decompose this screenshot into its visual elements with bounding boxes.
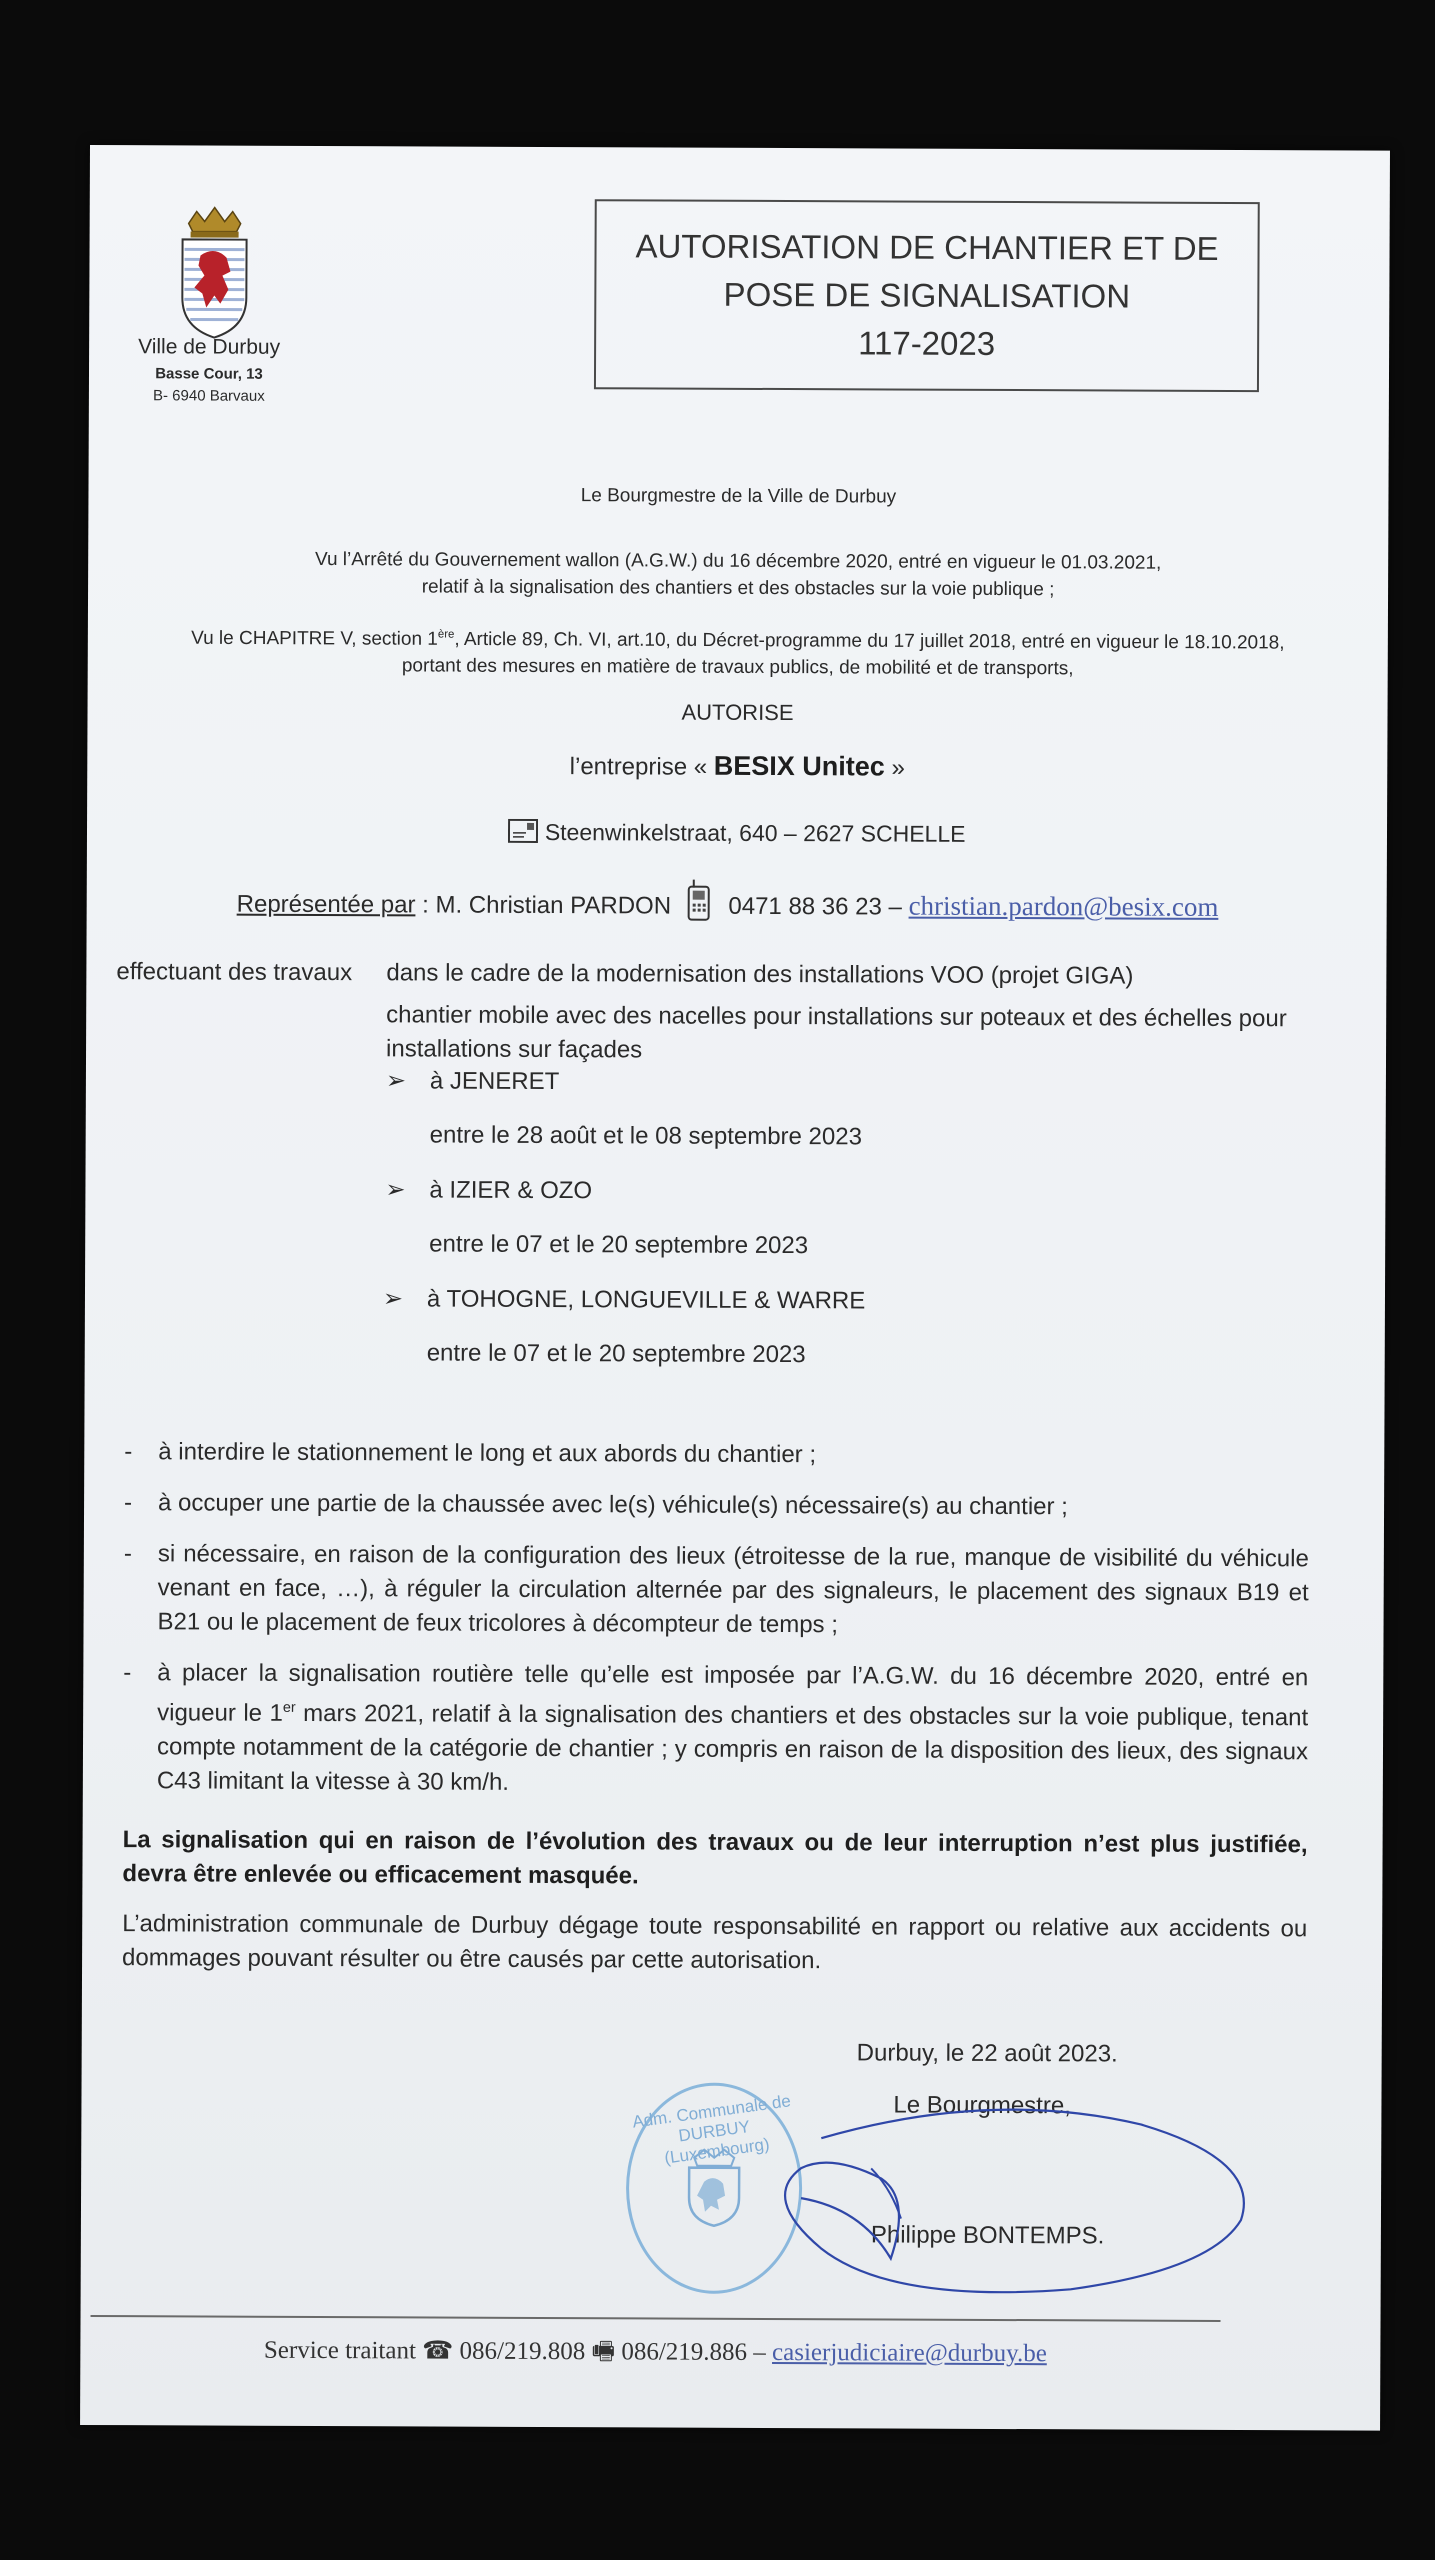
location-1-dates: entre le 28 août et le 08 septembre 2023 [429,1121,863,1151]
representative-phone: 0471 88 36 23 [728,892,882,921]
provision-4-text-a: à placer la signalisation routière telle qu’elle est imposée par l’A.G.W. du 16 décembre 2020, entré en vigueur le 1 [157,1659,1309,1727]
stamp-crest-icon [679,2148,749,2228]
representative-email-link[interactable]: christian.pardon@besix.com [908,890,1219,922]
provision-item: - à interdire le stationnement le long et aux abords du chantier ; [124,1435,1309,1474]
fax-icon: 🖷 [591,2338,616,2366]
works-label: effectuant des travaux [116,958,353,987]
footer-dash: – [753,2338,766,2366]
location-3-dates: entre le 07 et le 20 septembre 2023 [426,1339,806,1369]
title-box [594,199,1260,392]
commune-address-line2: B- 6940 Barvaux [152,387,265,405]
commune-name: Ville de Durbuy [138,335,281,359]
company-quote-close: » [891,754,905,782]
vu-decret [88,620,1388,684]
arrow-bullet-icon: ➢ [385,1067,407,1095]
company-prefix: l’entreprise [569,753,688,781]
issuer: Le Bourgmestre de la Ville de Durbuy [580,485,897,508]
location-2-dates: entre le 07 et le 20 septembre 2023 [429,1230,809,1260]
commune-address-line1: Basse Cour, 13 [155,365,263,383]
works-line2: chantier mobile avec des nacelles pour installations sur poteaux et des échelles pour [386,1001,1287,1033]
letter-icon [508,819,538,843]
mobile-phone-icon [686,878,714,922]
works-line3: installations sur façades [386,1035,643,1064]
vu-agw-line1: Vu l’Arrêté du Gouvernement wallon (A.G.W.) du 16 décembre 2020, entré en vigueur le 01.03.2021, [314,548,1162,574]
provisions-list [123,1435,1310,1820]
arrow-bullet-icon: ➢ [382,1285,404,1313]
vu-agw [88,545,1388,605]
handwritten-signature [741,2098,1262,2300]
company-address: Steenwinkelstraat, 640 – 2627 SCHELLE [544,818,966,847]
footer-label: Service traitant [263,2336,416,2365]
title-number: 117-2023 [858,324,996,362]
provision-item [123,1656,1309,1803]
provision-item: - à occuper une partie de la chaussée avec le(s) véhicule(s) nécessaire(s) au chantier ; [124,1486,1309,1525]
location-3-place: à TOHOGNE, LONGUEVILLE & WARRE [426,1285,866,1315]
works-description [386,956,1346,1070]
vu-decret-line1 [88,620,1388,657]
autorise-heading: AUTORISE [681,699,794,726]
representative-name: M. Christian PARDON [435,891,672,920]
vu-decret-text-a: Vu le CHAPITRE V, section 1 [191,627,438,650]
footer-email-link[interactable]: casierjudiciaire@durbuy.be [772,2338,1047,2368]
company-line [87,745,1387,789]
location-2-place: à IZIER & OZO [429,1176,593,1205]
document-sheet [80,145,1390,2431]
represented-label: Représentée par [236,890,416,919]
location-2 [385,1173,1285,1265]
vu-decret-text-b: , Article 89, Ch. VI, art.10, du Décret-programme du 17 juillet 2018, entré en vigueur le 18.10.2018, [454,628,1285,654]
provision-item: - si nécessaire, en raison de la configuration des lieux (étroitesse de la rue, manque de visibilité du véhicule venant en face, …), à réguler la circulation alternée par des signaleurs, le placement des signaux B19 et B21 ou le placement de feux tricolores à décompteur de temps ; [123,1537,1308,1644]
representative-line [237,876,1337,930]
location-1 [386,1064,1286,1156]
location-1-place: à JENERET [429,1067,560,1096]
footer-divider [91,2315,1221,2322]
stamp-text: Adm. Communale de DURBUY (Luxembourg) [631,2091,792,2168]
provision-4-sup: er [282,1699,296,1716]
vu-decret-line2: portant des mesures en matière de travaux publics, de mobilité et de transports, [401,655,1074,680]
durbuy-crest-icon [174,205,255,345]
arrow-bullet-icon: ➢ [385,1176,406,1204]
vu-agw-line2: relatif à la signalisation des chantiers et des obstacles sur la voie publique ; [421,576,1055,601]
title-line1: AUTORISATION DE CHANTIER ET DE [635,227,1219,267]
works-line1: dans le cadre de la modernisation des installations VOO (projet GIGA) [386,959,1134,990]
title-line2: POSE DE SIGNALISATION [723,275,1131,315]
company-address-line [87,813,1387,853]
footer [80,2330,1230,2378]
company-name: BESIX Unitec [713,750,885,782]
footer-telephone: 086/219.808 [459,2337,586,2366]
signature-place-date: Durbuy, le 22 août 2023. [856,2039,1118,2068]
signalisation-warning: La signalisation qui en raison de l’évolution des travaux ou de leur interruption n’est plus justifiée, devra être enlevée ou efficacement masquée. [122,1826,1308,1890]
liability-disclaimer: L’administration communale de Durbuy dégage toute responsabilité en rapport ou relative aux accidents ou dommages pouvant résulter ou être causés par cette autorisation. [122,1910,1308,1975]
signature-role: Le Bourgmestre, [893,2091,1071,2120]
telephone-icon: ☎ [422,2337,454,2365]
vu-decret-sup: ère [437,628,455,641]
provision-4-text-b: mars 2021, relatif à la signalisation des chantiers et des obstacles sur la voie publique, tenant compte notamment de la catégorie de chantier ; y compris en raison de la disposition des lieux, des signaux C43 limitant la vitesse à 30 km/h. [156,1699,1309,1796]
footer-fax: 086/219.886 [621,2338,748,2366]
location-3 [383,1282,1283,1374]
representative-dash: – [888,893,902,921]
signature-name: Philippe BONTEMPS. [870,2221,1105,2250]
company-quote-open: « [693,753,708,781]
represented-colon: : [422,891,429,919]
